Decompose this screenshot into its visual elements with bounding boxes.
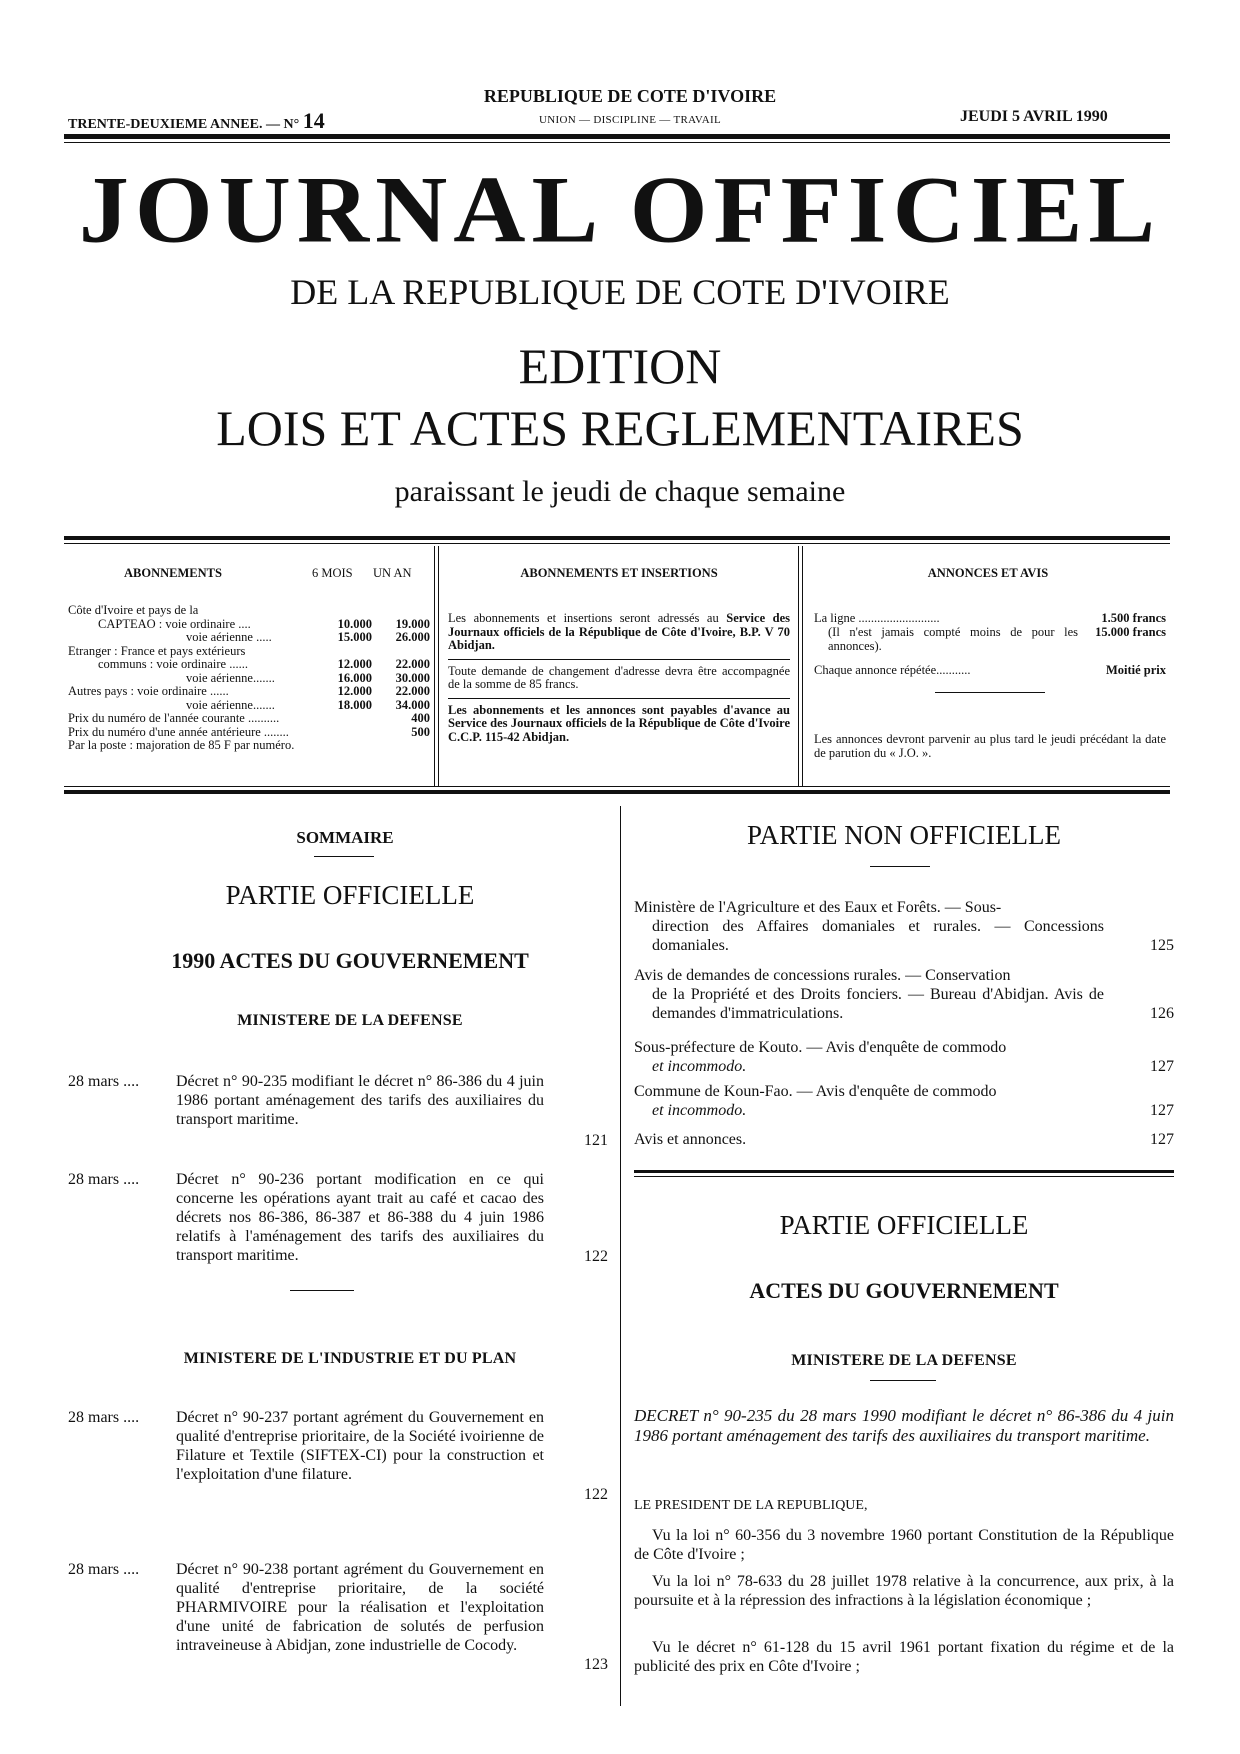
edition-label: EDITION bbox=[518, 338, 722, 394]
vu-paragraph: Vu la loi n° 78-633 du 28 juillet 1978 relative à la concurrence, aux prix, à la poursuite et à la répression des infractions à la législation économique ; bbox=[634, 1573, 1174, 1609]
table-row: Etranger : France et pays extérieurs bbox=[68, 643, 246, 658]
list-item: Commune de Koun-Fao. — Avis d'enquête de commodo et incommodo. 127 bbox=[634, 1083, 1174, 1119]
issue-date: JEUDI 5 AVRIL 1990 bbox=[960, 108, 1108, 125]
insertions-address: Les abonnements et insertions seront adressés au Service des Journaux officiels de la République de Côte d'Ivoire, B.P. V 70 Abidjan. bbox=[448, 611, 790, 652]
insertions-text bbox=[448, 612, 790, 750]
insertions-payment: Les abonnements et les annonces sont payables d'avance au Service des Journaux officiels de la République de Côte d'Ivoire C.C.P. 115-42 Abidjan. bbox=[448, 702, 790, 744]
publication-frequency: paraissant le jeudi de chaque semaine bbox=[394, 475, 846, 508]
ministry-industrie-heading: MINISTERE DE L'INDUSTRIE ET DU PLAN bbox=[183, 1350, 517, 1367]
box-divider-1a bbox=[434, 546, 435, 786]
repeat-row: Chaque annonce répétée........... Moitié prix bbox=[814, 663, 1166, 677]
ligne-row: La ligne .......................... 1.500 francs bbox=[814, 611, 1166, 625]
journal-title: JOURNAL OFFICIEL bbox=[78, 156, 1162, 263]
actes-gouvernement-heading: ACTES DU GOUVERNEMENT bbox=[749, 1278, 1059, 1303]
table-row: Côte d'Ivoire et pays de la bbox=[68, 603, 199, 617]
vu-paragraph: Vu la loi n° 60-356 du 3 novembre 1960 portant Constitution de la République de Côte d'Ivoire ; bbox=[634, 1527, 1174, 1563]
partie-officielle-heading: PARTIE OFFICIELLE bbox=[779, 1210, 1029, 1240]
ministry-defense-heading: MINISTERE DE LA DEFENSE bbox=[237, 1012, 463, 1029]
vu-paragraph: Vu le décret n° 61-128 du 15 avril 1961 portant fixation du régime et de la publicité des prix en Côte d'Ivoire ; bbox=[634, 1639, 1174, 1675]
annonces-deadline: Les annonces devront parvenir au plus tard le jeudi précédant la date de parution du « J.O. ». bbox=[814, 732, 1166, 760]
ministere-defense-heading: MINISTERE DE LA DEFENSE bbox=[791, 1352, 1017, 1369]
box-rule-top-thin bbox=[64, 543, 1170, 544]
year-issue: TRENTE-DEUXIEME ANNEE. — N° 14 bbox=[68, 108, 325, 133]
col-un-an: UN AN bbox=[373, 566, 412, 580]
list-item: 28 mars .... Décret n° 90-238 portant agrément du Gouvernement en qualité d'entreprise prioritaire, de la société PHARMIVOIRE pour la réalisation et l'exploitation d'une unité de fabrication de solutés de perfusion intraveineuse à Abidjan, zone industrielle de Cocody. 123 bbox=[68, 1561, 608, 1673]
issue-number: 14 bbox=[302, 108, 325, 133]
box-divider-1b bbox=[438, 546, 439, 786]
subscriptions-table bbox=[68, 603, 430, 753]
partie-non-officielle-heading: PARTIE NON OFFICIELLE bbox=[747, 820, 1061, 850]
table-row: Prix du numéro d'une année antérieure ........ 500 bbox=[68, 724, 430, 739]
sommaire-heading: SOMMAIRE bbox=[296, 828, 394, 847]
edition-name: LOIS ET ACTES REGLEMENTAIRES bbox=[216, 400, 1024, 456]
table-row: CAPTEAO : voie ordinaire .... 10.000 19.000 bbox=[98, 616, 430, 631]
column-divider bbox=[620, 806, 621, 1706]
box-divider-2b bbox=[802, 546, 803, 786]
annonces-heading: ANNONCES ET AVIS bbox=[927, 566, 1049, 580]
ministry-rule bbox=[870, 1380, 936, 1381]
president-line: LE PRESIDENT DE LA REPUBLIQUE, bbox=[634, 1498, 868, 1513]
insertions-separator bbox=[448, 698, 790, 699]
header-rule-thin bbox=[64, 142, 1170, 143]
table-row: voie aérienne....... 18.000 34.000 bbox=[186, 697, 430, 712]
list-item: 28 mars .... Décret n° 90-237 portant agrément du Gouvernement en qualité d'entreprise prioritaire, de la Société ivoirienne de Filature et Textile (SIFTEX-CI) pour la construction et l'exploitation d'une filature. 122 bbox=[68, 1409, 608, 1503]
annonces-text bbox=[814, 612, 1166, 766]
sommaire-rule bbox=[314, 856, 374, 857]
sommaire-separator bbox=[290, 1290, 354, 1291]
annonces-separator bbox=[935, 692, 1045, 693]
motto: UNION — DISCIPLINE — TRAVAIL bbox=[539, 114, 721, 126]
table-row: voie aérienne....... 16.000 30.000 bbox=[186, 670, 430, 685]
decret-title: DECRET n° 90-235 du 28 mars 1990 modifiant le décret n° 86-386 du 4 juin 1986 portant aménagement des tarifs des auxiliaires du transport maritime. bbox=[634, 1406, 1174, 1445]
sommaire-partie-officielle: PARTIE OFFICIELLE bbox=[225, 880, 475, 910]
table-row: communs : voie ordinaire ...... 12.000 22.000 bbox=[98, 657, 430, 671]
col-6-mois: 6 MOIS bbox=[312, 566, 353, 580]
box-divider-2a bbox=[798, 546, 799, 786]
insertions-heading: ABONNEMENTS ET INSERTIONS bbox=[520, 566, 718, 580]
box-rule-bottom-thick bbox=[64, 790, 1170, 794]
insertions-address-change: Toute demande de changement d'adresse devra être accompagnée de la somme de 85 francs. bbox=[448, 663, 790, 691]
ligne-note-row: (Il n'est jamais compté moins de pour les annonces). 15.000 francs bbox=[828, 625, 1166, 653]
section-rule-thin bbox=[634, 1176, 1174, 1177]
table-row: Prix du numéro de l'année courante .......... 400 bbox=[68, 711, 430, 725]
journal-subtitle: DE LA REPUBLIQUE DE COTE D'IVOIRE bbox=[290, 272, 950, 312]
subscriptions-heading: ABONNEMENTS bbox=[124, 566, 222, 580]
list-item: 28 mars .... Décret n° 90-236 portant modification en ce qui concerne les opérations ayant trait au café et cacao des décrets nos 86-386, 86-387 et 86-388 du 4 juin 1986 relatifs à l'aménagement des tarifs des auxiliaires du transport maritime. 122 bbox=[68, 1171, 608, 1265]
table-row: voie aérienne ..... 15.000 26.000 bbox=[186, 630, 430, 644]
header-rule-thick bbox=[64, 134, 1170, 139]
sommaire-actes: 1990 ACTES DU GOUVERNEMENT bbox=[171, 948, 529, 973]
list-item: Ministère de l'Agriculture et des Eaux et Forêts. — Sous- direction des Affaires domaniales et rurales. — Concessions domaniales. 125 bbox=[634, 899, 1174, 954]
insertions-separator bbox=[448, 659, 790, 660]
box-rule-bottom-thin bbox=[64, 786, 1170, 787]
list-item: 28 mars .... Décret n° 90-235 modifiant le décret n° 86-386 du 4 juin 1986 portant aménagement des tarifs des auxiliaires du transport maritime. 121 bbox=[68, 1073, 608, 1149]
non-officielle-rule bbox=[870, 866, 930, 867]
box-rule-top-thick bbox=[64, 536, 1170, 540]
table-row: Autres pays : voie ordinaire ...... 12.000 22.000 bbox=[68, 684, 430, 698]
list-item: Avis de demandes de concessions rurales. — Conservation de la Propriété et des Droits fonciers. — Bureau d'Abidjan. Avis de demandes d'immatriculations. 126 bbox=[634, 967, 1174, 1022]
table-row: Par la poste : majoration de 85 F par numéro. bbox=[68, 738, 295, 752]
republic-name: REPUBLIQUE DE COTE D'IVOIRE bbox=[483, 86, 777, 106]
list-item: Sous-préfecture de Kouto. — Avis d'enquête de commodo et incommodo. 127 bbox=[634, 1039, 1174, 1075]
list-item: Avis et annonces. 127 bbox=[634, 1131, 1174, 1148]
section-rule-thick bbox=[634, 1170, 1174, 1173]
